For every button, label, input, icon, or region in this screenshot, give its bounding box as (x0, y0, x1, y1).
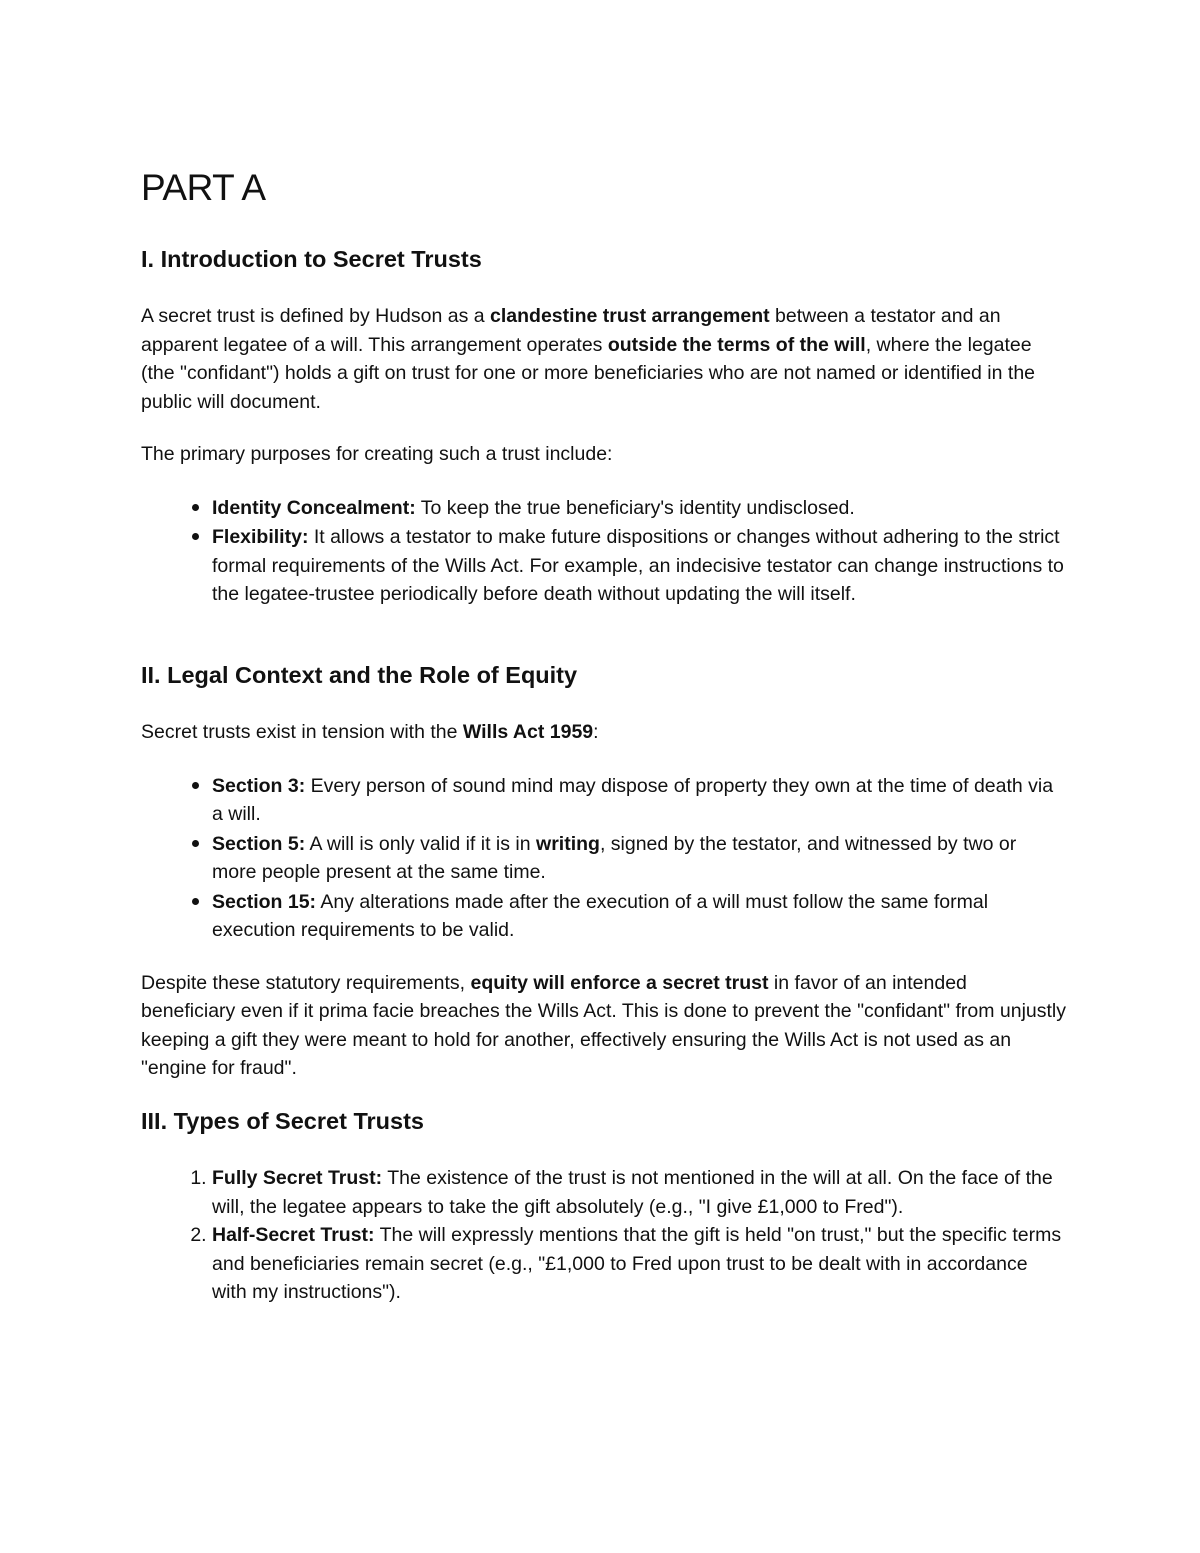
item-text: , signed by the testator, and witnessed by two or more people present at the same time. (212, 832, 1017, 883)
text-run: , where the legatee (the "confidant") holds a gift on trust for one or more beneficiaries who are not named or identified in the public will document. (141, 333, 1036, 413)
section-heading: II. Legal Context and the Role of Equity (141, 662, 578, 688)
tension-paragraph (141, 718, 1066, 747)
text-run: Despite these statutory requirements, (141, 971, 471, 994)
item-text: The existence of the trust is not mentioned in the will at all. On the face of the will, the legatee appears to take the gift absolutely (e.g., "I give £1,000 to Fred"). (212, 1167, 1053, 1218)
list-item (212, 522, 1066, 609)
item-label: Flexibility: (212, 526, 309, 548)
list-item (212, 771, 1066, 829)
types-list (141, 1164, 1066, 1307)
sections-list (141, 771, 1066, 945)
section-legal-context (141, 660, 1066, 1083)
definition-paragraph (141, 302, 1066, 416)
text-run: between a testator and an apparent legatee of a will. This arrangement operates (141, 305, 1001, 356)
item-text: The will expressly mentions that the gift is held "on trust," but the specific terms and beneficiaries remain secret (e.g., "£1,000 to Fred upon trust to be dealt with in accordance with my instructions"). (212, 1224, 1062, 1303)
section-types (141, 1106, 1066, 1307)
list-item (212, 887, 1066, 945)
list-item (212, 829, 1066, 887)
bold-term: writing (536, 832, 600, 855)
bold-term: equity will enforce a secret trust (470, 971, 769, 994)
list-item (212, 493, 1066, 523)
item-label: Section 3: (212, 774, 306, 797)
item-text: Every person of sound mind may dispose of property they own at the time of death via a will. (212, 774, 1054, 825)
item-label: Half-Secret Trust: (212, 1224, 375, 1246)
text-run: A secret trust is defined by Hudson as a (141, 305, 491, 327)
item-text: A will is only valid if it is in (305, 832, 537, 855)
section-introduction (141, 244, 1066, 609)
section-heading: III. Types of Secret Trusts (141, 1108, 424, 1134)
text-run: in favor of an intended beneficiary even if it prima facie breaches the Wills Act. This is done to prevent the "confidant" from unjustly keeping a gift they were meant to hold for another, effectively ensuring the Wills Act is not used as an "engine for fraud". (141, 971, 1067, 1079)
text-run: Secret trusts exist in tension with the (141, 721, 463, 743)
item-text: It allows a testator to make future dispositions or changes without adhering to the strict formal requirements of the Wills Act. For example, an indecisive testator can change instructions to the legatee-trustee periodically before death without updating the will itself. (212, 526, 1064, 605)
bold-term: clandestine trust arrangement (490, 305, 770, 327)
item-label: Section 5: (212, 832, 306, 855)
item-label: Fully Secret Trust: (212, 1167, 383, 1189)
part-title: PART A (141, 167, 266, 208)
purposes-paragraph: The primary purposes for creating such a trust include: (141, 443, 613, 465)
bold-term: outside the terms of the will (607, 333, 866, 356)
item-text: Any alterations made after the execution of a will must follow the same formal execution requirements to be valid. (212, 890, 989, 941)
item-label: Identity Concealment: (212, 496, 416, 519)
equity-paragraph (141, 969, 1066, 1083)
purposes-list (141, 493, 1066, 609)
bold-term: Wills Act 1959 (462, 721, 594, 743)
item-label: Section 15: (212, 890, 317, 913)
text-run: : (593, 721, 599, 743)
section-heading: I. Introduction to Secret Trusts (141, 246, 482, 272)
list-item (212, 1164, 1066, 1221)
list-item (212, 1221, 1066, 1307)
item-text: To keep the true beneficiary's identity undisclosed. (415, 496, 855, 519)
